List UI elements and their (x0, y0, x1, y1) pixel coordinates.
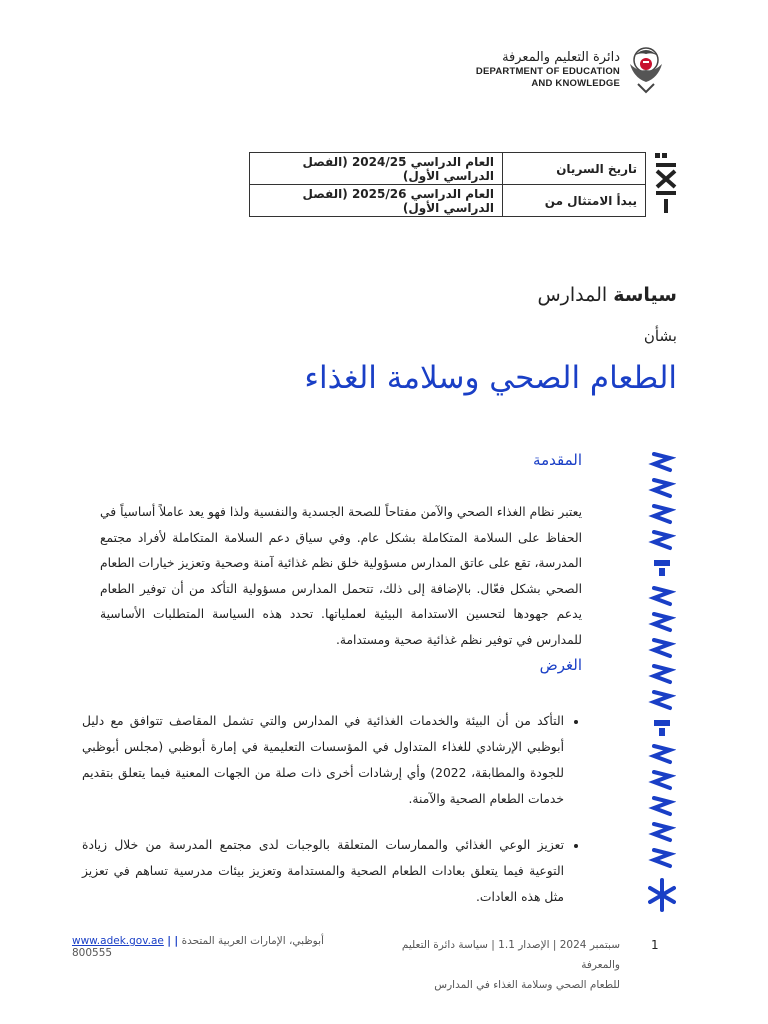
table-row (250, 185, 646, 217)
org-name-arabic: دائرة التعليم والمعرفة (502, 50, 620, 65)
table-row (250, 153, 646, 185)
page-title: الطعام الصحي وسلامة الغذاء (304, 360, 677, 396)
footer-document-info (380, 935, 620, 995)
purpose-list-2 (82, 832, 582, 910)
policy-concern-label: بشأن (643, 327, 677, 345)
footer-phone: 800555 (72, 947, 113, 959)
footer-contact (72, 935, 342, 959)
footer-separator: | (174, 935, 179, 947)
list-item: • التأكد من أن البيئة والخدمات الغذائية في المدارس والتي تشمل المقاصف تتوافق مع دليل أبوظبي الإرشادي للغذاء المتداول في المؤسسات التعليمية في إمارة أبوظبي (مجلس أبوظبي للجودة والمطابقة، 2022) وأي إرشادات أخرى ذات صلة من الجهات المعنية فيما يتعلق بتقديم خدمات الطعام الصحية والآمنة. (82, 708, 564, 812)
org-name-en-line1: DEPARTMENT OF EDUCATION (475, 66, 620, 77)
effective-date-value: العام الدراسي 2024/25 (الفصل الدراسي الأول) (250, 153, 503, 185)
purpose-list-1 (82, 708, 582, 812)
purpose-heading: الغرض (539, 656, 582, 674)
page-number: 1 (651, 938, 659, 952)
compliance-start-value: العام الدراسي 2025/26 (الفصل الدراسي الأول) (250, 185, 503, 217)
footer-separator: | (167, 935, 172, 947)
intro-heading: المقدمة (533, 451, 582, 469)
org-name-en-line2: AND KNOWLEDGE (531, 78, 620, 89)
policy-prefix: سياسة (613, 284, 677, 306)
effective-dates-table (249, 152, 646, 217)
decorative-pattern-strip-icon (648, 448, 676, 914)
website-link[interactable]: www.adek.gov.ae (72, 935, 164, 947)
effective-date-label: تاريخ السريان (503, 153, 646, 185)
policy-suffix: المدارس (537, 284, 608, 306)
footer-doc-line1: سبتمبر 2024 | الإصدار 1.1 | سياسة دائرة التعليم والمعرفة (401, 939, 620, 971)
falcon-emblem-icon (624, 42, 668, 96)
org-logo-text (380, 50, 620, 90)
footer-location: أبوظبي، الإمارات العربية المتحدة (181, 935, 324, 947)
intro-paragraph: يعتبر نظام الغذاء الصحي والآمن مفتاحاً للصحة الجسدية والنفسية ولذا فهو يعد عاملاً أساسياً في الحفاظ على السلامة المتكاملة بشكل عام. وفي سياق دعم السلامة المتكاملة لأفراد مجتمع المدرسة، تقع على عاتق المدارس مسؤولية خلق نظم غذائية آمنة وصحية وتعزيز خيارات الطعام الصحي بشكل فعّال. بالإضافة إلى ذلك، تتحمل المدارس مسؤولية التأكد من أن توفير الطعام يدعم جهودها لتحسين الاستدامة البيئية لعملياتها. تحدد هذه السياسة المتطلبات الأساسية للمدارس في توفير نظم غذائية صحية ومستدامة. (100, 505, 582, 647)
compliance-start-label: يبدأ الامتثال من (503, 185, 646, 217)
adek-vertical-logo-icon (654, 151, 678, 215)
list-item: • تعزيز الوعي الغذائي والممارسات المتعلقة بالوجبات لدى مجتمع المدرسة من خلال زيادة التوعية فيما يتعلق بعادات الطعام الصحية والمستدامة وتعزيز بيئات مدرسية تساهم في تعزيز مثل هذه العادات. (82, 832, 564, 910)
policy-type-line (537, 284, 677, 306)
footer-doc-line2: للطعام الصحي وسلامة الغذاء في المدارس (434, 979, 620, 991)
